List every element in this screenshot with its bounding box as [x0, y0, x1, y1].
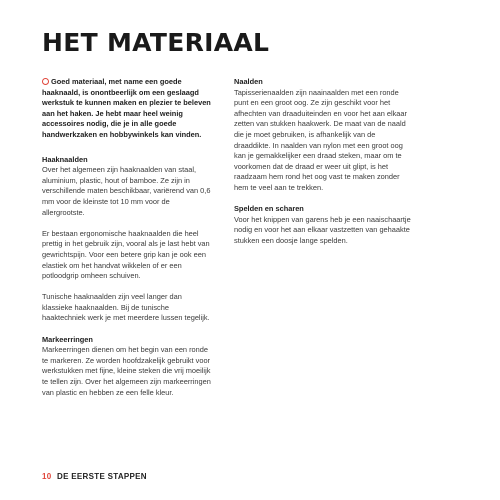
haaknaalden-paragraph-2: Er bestaan ergonomische haaknaalden die heel prettig in het gebruik zijn, vooral als je last hebt van gewrichtspijn. Voor een betere grip kan je ook een elastiek om het handvat wikkelen of er een potloodgrip omheen schuiven.: [42, 228, 210, 281]
left-column: [42, 77, 212, 409]
naalden-paragraph: Tapisserienaalden zijn naainaalden met een ronde punt en een groot oog. Ze zijn geschikt voor het afhechten van draaduiteinden en voor het aan elkaar zetten van stukken haakwerk. De maat van de naald die je moet gebruiken, is afhankelijk van de draaddikte. In naalden van nylon met een groot oog kan je gemakkelijker een draad steken, maar om te voorkomen dat de draad er weer uit glipt, is het raadzaam hem rond het oog vast te maken zonder hem te veel aan te trekken.: [234, 87, 407, 192]
footer-section-title: DE EERSTE STAPPEN: [57, 472, 147, 481]
circle-bullet-icon: [42, 78, 49, 85]
haaknaalden-paragraph-1: Over het algemeen zijn haaknaalden van staal, aluminium, plastic, hout of bamboe. Ze zijn in verschillende maten beschikbaar, variërend van 0,6 mm voor de kleinste tot 10 mm voor de allergrootste.: [42, 165, 211, 217]
intro-paragraph: [42, 77, 212, 141]
right-column: [234, 77, 412, 257]
page-number: 10: [42, 472, 52, 481]
page-footer: [42, 472, 147, 481]
page-title: HET MATERIAAL: [42, 28, 270, 57]
intro-text: Goed materiaal, met name een goede haaknaald, is onontbeerlijk om een geslaagd werkstuk te kunnen maken en plezier te beleven aan het haken. Je hebt maar heel weinig accessoires nodig, die je in alle goede handwerkzaken en hobbywinkels kan vinden.: [42, 77, 211, 139]
haaknaalden-paragraph-3: Tunische haaknaalden zijn veel langer dan klassieke haaknaalden. Bij de tunische haaktechniek werk je met meerdere lussen tegelijk.: [42, 292, 210, 323]
section-heading-spelden-en-scharen: Spelden en scharen: [234, 204, 304, 214]
section-heading-markeerringen: Markeerringen: [42, 334, 93, 344]
markeerringen-paragraph: Markeerringen dienen om het begin van een ronde te markeren. Ze worden hoofdzakelijk gebruikt voor werkstukken met fijne, kleine steken die vrij moeilijk te tellen zijn. Over het algemeen zijn markeerringen van plastic en hebben ze een felle kleur.: [42, 345, 211, 397]
spelden-en-scharen-paragraph: Voor het knippen van garens heb je een naaischaartje nodig en voor het aan elkaar vastzetten van gehaakte stukken een doosje lange spelden.: [234, 214, 411, 245]
section-heading-naalden: Naalden: [234, 77, 263, 86]
section-heading-haaknaalden: Haaknaalden: [42, 154, 88, 164]
